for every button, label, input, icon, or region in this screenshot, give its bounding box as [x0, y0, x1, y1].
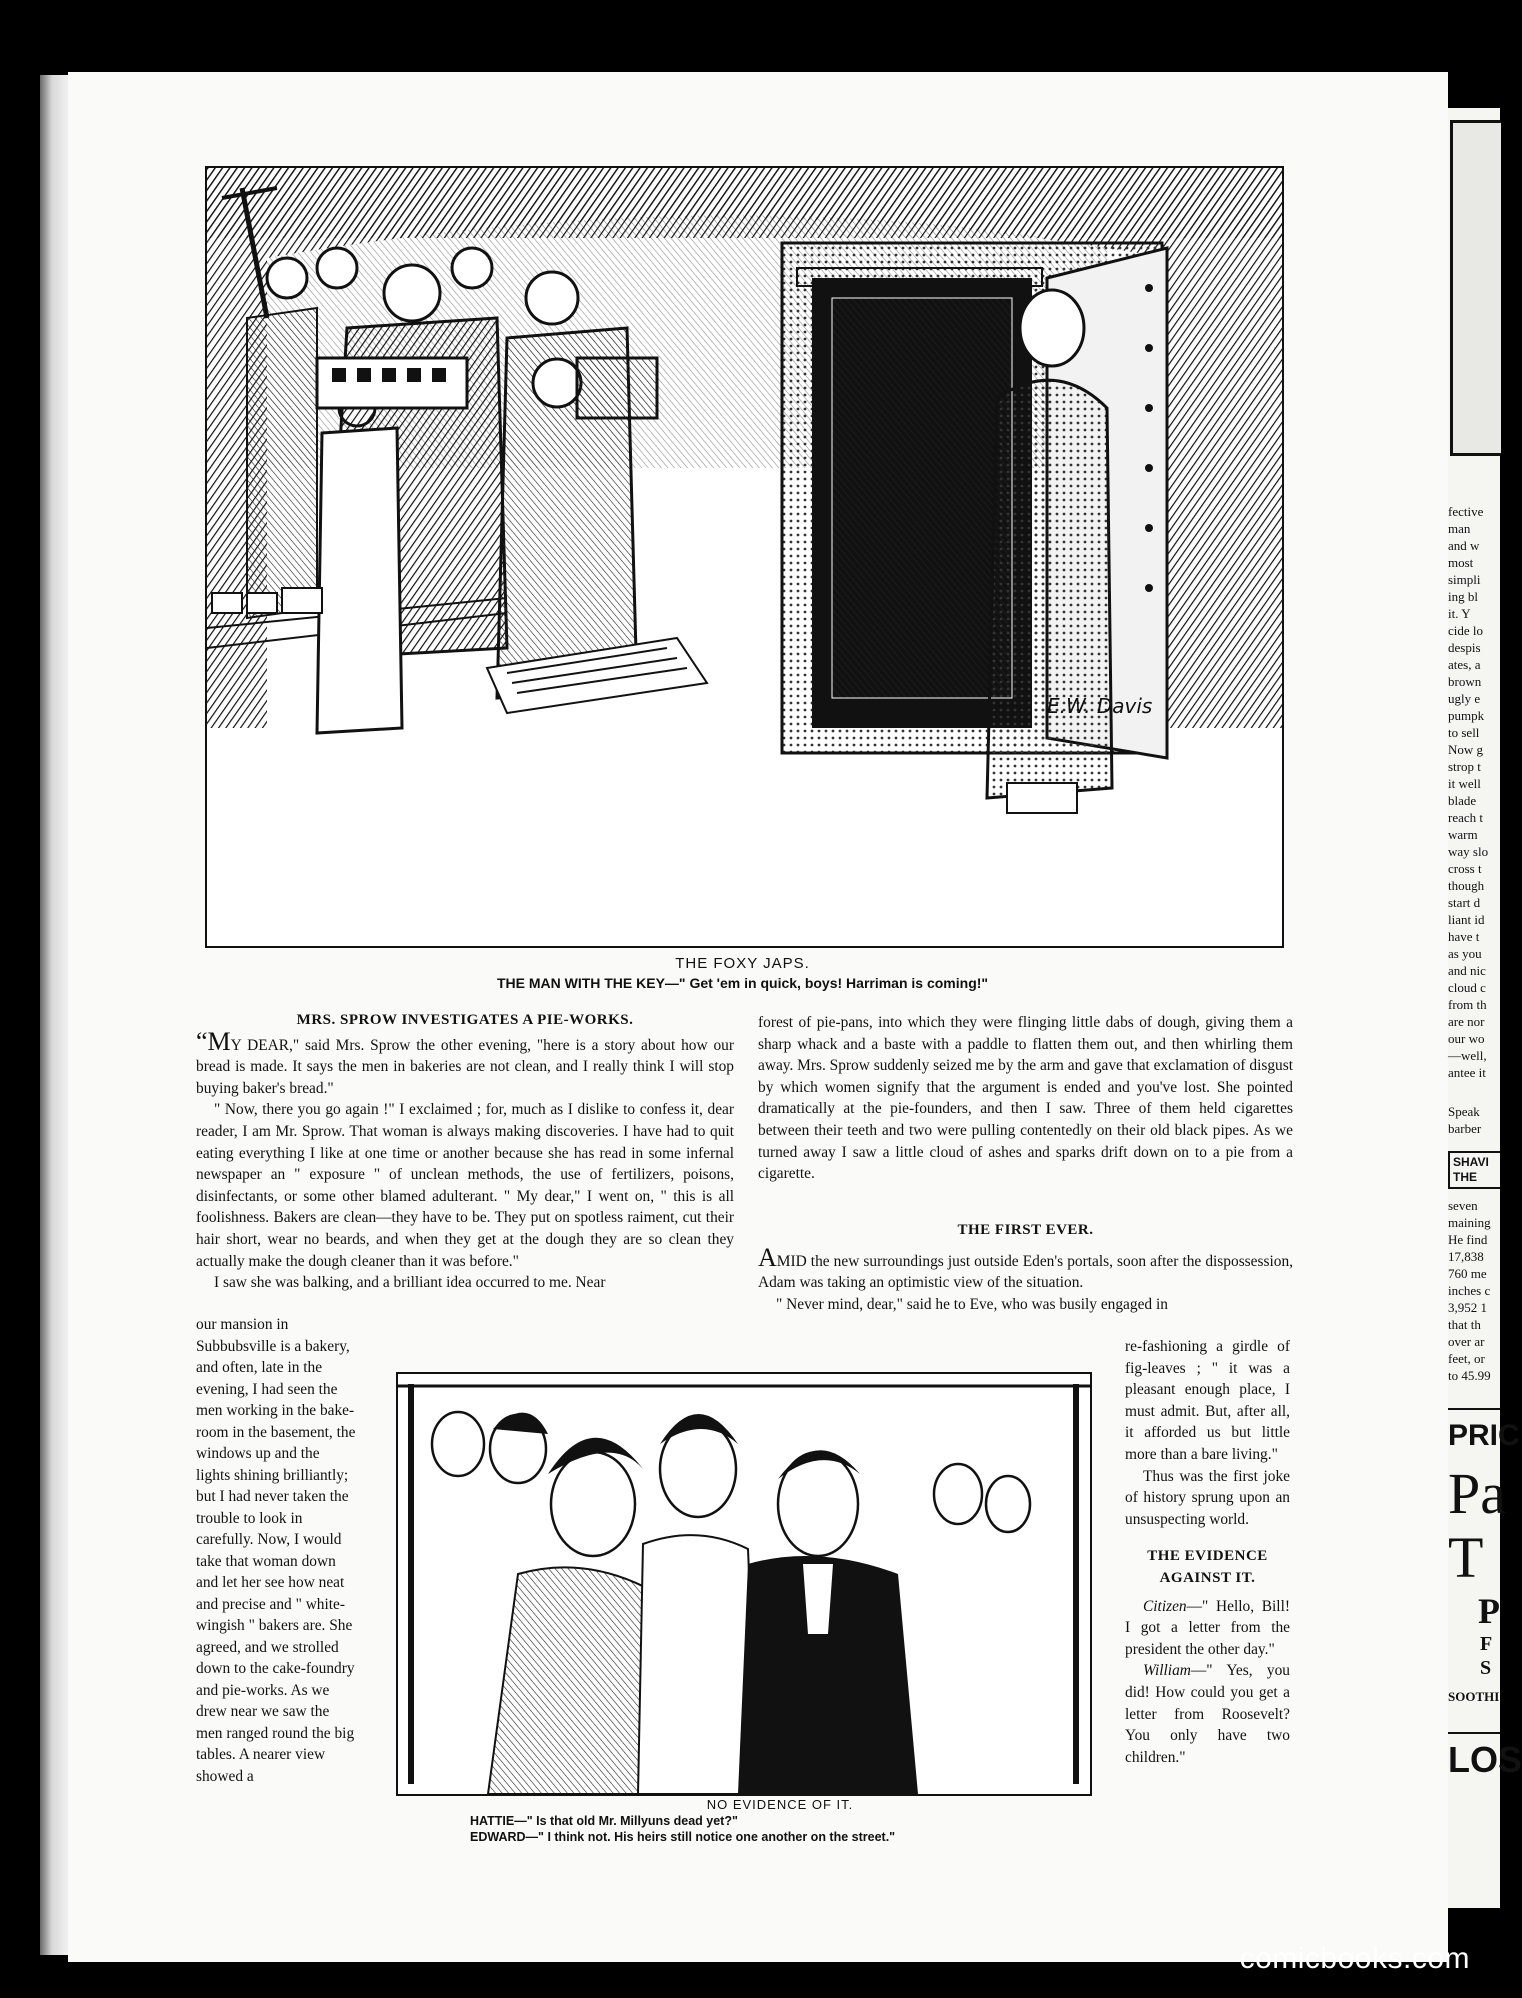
strip-line: simpli — [1448, 572, 1481, 587]
dropcap-m: “M — [196, 1026, 231, 1056]
strip-line: have t — [1448, 929, 1480, 944]
strip-ad-large-1: Pa — [1448, 1461, 1506, 1526]
article-first-ever-headline: THE FIRST EVER. — [957, 1222, 1094, 1238]
strip-line: cross t — [1448, 861, 1482, 876]
strip-line: reach t — [1448, 810, 1484, 825]
strip-line: it well — [1448, 776, 1481, 791]
strip-box-line: SHAVI — [1453, 1155, 1489, 1169]
strip-line: that th — [1448, 1317, 1481, 1332]
article-first-ever — [758, 1220, 1293, 1315]
strip-line: Speak — [1448, 1104, 1480, 1119]
article-first-ever-p3: Thus was the first joke of history sprung upon an unsuspecting world. — [1125, 1467, 1290, 1528]
strip-line: ates, a — [1448, 657, 1481, 672]
strip-line: and nic — [1448, 963, 1486, 978]
strip-boxed-ad — [1448, 1151, 1500, 1189]
strip-line: man — [1448, 521, 1471, 536]
strip-line: inches c — [1448, 1283, 1491, 1298]
strip-line: feet, or — [1448, 1351, 1485, 1366]
strip-line: antee it — [1448, 1065, 1486, 1080]
article-sprow-p3: I saw she was balking, and a brilliant idea occurred to me. Near — [214, 1274, 606, 1292]
strip-line: as you — [1448, 946, 1482, 961]
article-first-ever-narrow — [1125, 1336, 1290, 1768]
strip-line: most — [1448, 555, 1474, 570]
strip-line: way slo — [1448, 844, 1489, 859]
article-evidence-q1: Citizen—" Hello, Bill! I got a letter from the president the other day." — [1125, 1597, 1290, 1658]
strip-line: ugly e — [1448, 691, 1481, 706]
strip-line: barber — [1448, 1121, 1482, 1136]
strip-line: our wo — [1448, 1031, 1485, 1046]
strip-line: seven — [1448, 1198, 1478, 1213]
artist-signature: E.W. Davis — [1047, 694, 1153, 718]
strip-line: and w — [1448, 538, 1480, 553]
cartoon-caption — [205, 955, 1280, 991]
article-evidence-q2-text: " Yes, you did! How could you get a letter from Roosevelt? You only have two children." — [1125, 1662, 1290, 1766]
article-sprow-narrow — [196, 1314, 356, 1787]
strip-line: to sell — [1448, 725, 1480, 740]
article-sprow-cont-text: forest of pie-pans, into which they were flinging little dabs of dough, giving them a sharp whack and a baste with a paddle to flatten them out, and then whirling them away. Mrs. Sprow suddenly seized me by the arm and gave that exclamation of disgust by which women signify that the argument is ended and you've lost. She pointed dramatically at the pie-founders, and then I saw. Three of them held cigarettes between their teeth and two were pulling contentedly on their old black pipes. As we turned away I saw a little cloud of ashes and sparks drift down on to a pie from a cigarette. — [758, 1014, 1293, 1183]
strip-line: over ar — [1448, 1334, 1485, 1349]
article-first-ever-p1 — [758, 1242, 1293, 1294]
illustration-line-hattie: HATTIE—" Is that old Mr. Millyuns dead yet?" — [470, 1814, 738, 1828]
strip-line: liant id — [1448, 912, 1485, 927]
strip-line: start d — [1448, 895, 1481, 910]
strip-line: to 45.99 — [1448, 1368, 1491, 1383]
strip-line: from th — [1448, 997, 1487, 1012]
strip-line: cloud c — [1448, 980, 1486, 995]
article-sprow — [196, 1010, 734, 1294]
illustration-caption — [470, 1797, 1090, 1845]
article-sprow-p1 — [196, 1026, 734, 1100]
article-first-ever-narrow-text: re-fashioning a girdle of fig-leaves ; " it was a pleasant enough place, I must admit. But, after all, it afforded us but little more than a bare living." — [1125, 1338, 1290, 1463]
strip-line: 3,952 1 — [1448, 1300, 1487, 1315]
article-evidence-q1-text: " Hello, Bill! I got a letter from the president the other day." — [1125, 1597, 1290, 1658]
page-edge — [40, 75, 70, 1955]
illustration-line-edward: EDWARD—" I think not. His heirs still notice one another on the street." — [470, 1830, 896, 1844]
adjacent-page-strip — [1448, 108, 1522, 1908]
strip-line: are nor — [1448, 1014, 1485, 1029]
cartoon-title: THE FOXY JAPS. — [675, 955, 810, 972]
strip-box-line: THE — [1453, 1170, 1477, 1184]
strip-line: —well, — [1448, 1048, 1487, 1063]
strip-ad-small: S — [1480, 1657, 1492, 1679]
strip-ad-small: F — [1480, 1633, 1493, 1655]
strip-line: strop t — [1448, 759, 1481, 774]
strip-line: though — [1448, 878, 1485, 893]
strip-line: ing bl — [1448, 589, 1478, 604]
cartoon-foxy-japs — [205, 166, 1284, 948]
cartoon-drawing — [207, 168, 1282, 946]
adjacent-text-lines — [1448, 503, 1522, 1782]
strip-line: 760 me — [1448, 1266, 1487, 1281]
article-sprow-cont — [758, 1012, 1293, 1185]
strip-line: blade — [1448, 793, 1477, 808]
article-first-ever-p1-text: MID the new surroundings just outside Eden's portals, soon after the dispossession, Adam was taking an optimistic view of the situation. — [758, 1252, 1293, 1292]
article-sprow-headline: MRS. SPROW INVESTIGATES A PIE-WORKS. — [296, 1012, 634, 1028]
strip-line: cide lo — [1448, 623, 1484, 638]
strip-line: it. Y — [1448, 606, 1471, 621]
illustration-title: NO EVIDENCE OF IT. — [706, 1797, 854, 1812]
adjacent-page-illustration — [1450, 120, 1501, 456]
strip-ad-sooth: SOOTHI — [1448, 1689, 1500, 1704]
strip-ad-large-3: P — [1478, 1591, 1500, 1631]
strip-ad-large-2: T — [1448, 1525, 1484, 1590]
article-sprow-p2: " Now, there you go again !" I exclaimed ; for, much as I dislike to confess it, dear reader, I am Mr. Sprow. That woman is always making discoveries. I have had to quit eating everything I like at one time or another because she has read in some infernal newspaper an " exposure " of unclean methods, the use of fertilizers, poisons, disinfectants, or some other blamed adulterant. " My dear," I went on, " this is all foolishness. Bakers are clean—they have to be. They put on spotless raiment, cut their hair short, wear no beards, and when they get at the dough they are so clean they actually make the dough cleaner than it was before." — [196, 1101, 734, 1270]
strip-line: warm — [1448, 827, 1478, 842]
strip-line: He find — [1448, 1232, 1488, 1247]
speaker-citizen: Citizen — [1143, 1597, 1187, 1615]
strip-line: Now g — [1448, 742, 1484, 757]
strip-line: 17,838 — [1448, 1249, 1484, 1264]
strip-line: pumpk — [1448, 708, 1485, 723]
watermark: comicbooks.com — [1239, 1942, 1470, 1975]
illustration-no-evidence — [396, 1372, 1092, 1796]
cartoon-subtitle: THE MAN WITH THE KEY—" Get 'em in quick, boys! Harriman is coming!" — [496, 975, 989, 991]
speaker-william: William — [1143, 1662, 1191, 1680]
strip-line: despis — [1448, 640, 1481, 655]
article-sprow-narrow-text: our mansion in Subbubsville is a bakery, and often, late in the evening, I had seen the men working in the bake-room in the basement, the windows up and the lights shining brilliantly; but I had never taken the trouble to look in carefully. Now, I would take that woman down and let her see how neat and precise and " white-wingish " bakers are. She agreed, and we strolled down to the cake-foundry and pie-works. As we drew near we saw the men ranged round the big tables. A nearer view showed a — [196, 1316, 356, 1785]
strip-line: maining — [1448, 1215, 1491, 1230]
strip-line: fective — [1448, 504, 1484, 519]
article-evidence-q2: William—" Yes, you did! How could you get a letter from Roosevelt? You only have two children." — [1125, 1662, 1290, 1766]
article-first-ever-p2: " Never mind, dear," said he to Eve, who was busily engaged in — [776, 1295, 1168, 1313]
illustration-drawing — [398, 1374, 1090, 1794]
strip-ad-los: LOS — [1448, 1739, 1522, 1780]
article-evidence-headline: THE EVIDENCE AGAINST IT. — [1147, 1548, 1268, 1586]
strip-ad-price: PRIC — [1448, 1419, 1520, 1452]
strip-line: brown — [1448, 674, 1482, 689]
dropcap-a: A — [758, 1242, 777, 1272]
article-sprow-p1-text: Y DEAR," said Mrs. Sprow the other evening, "here is a story about how our bread is made. It says the men in bakeries are not clean, and I really think I will stop buying baker's bread." — [196, 1036, 734, 1097]
